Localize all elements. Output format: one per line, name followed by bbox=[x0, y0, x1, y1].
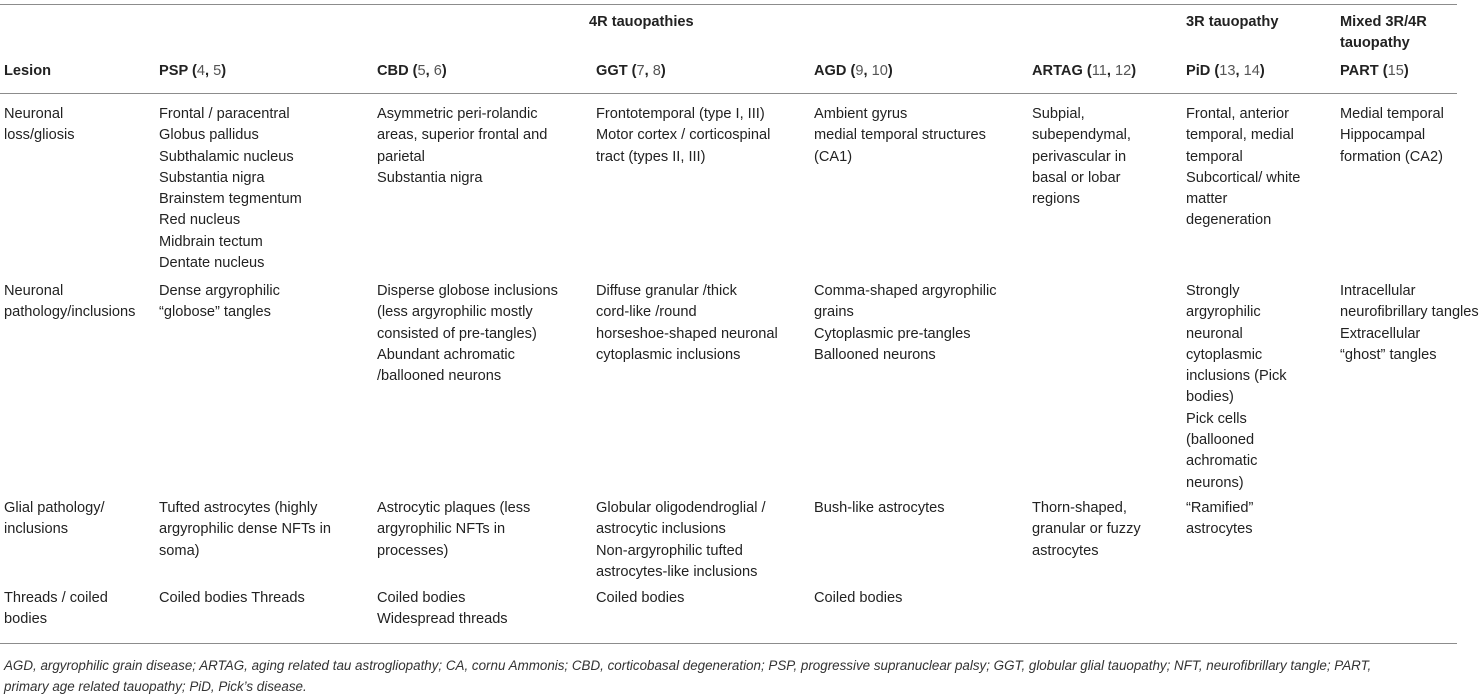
cell-line: inclusions (Pick bbox=[1186, 368, 1287, 385]
cell-line: basal or lobar bbox=[1032, 169, 1121, 186]
table-cell-artag bbox=[1032, 498, 1141, 562]
cell-line: Abundant achromatic bbox=[377, 346, 515, 363]
column-label: GGT bbox=[596, 63, 628, 79]
column-header-pid: PiD (13, 14) bbox=[1186, 63, 1265, 79]
cell-line: Hippocampal bbox=[1340, 127, 1426, 144]
cell-line: Medial temporal bbox=[1340, 106, 1444, 122]
cell-line: bodies bbox=[4, 611, 48, 628]
table-cell-cbd bbox=[377, 588, 508, 631]
table-cell-pid bbox=[1186, 281, 1287, 494]
cell-line: Dentate nucleus bbox=[159, 255, 265, 272]
cell-line: Bush-like astrocytes bbox=[814, 500, 945, 516]
header-rule bbox=[0, 93, 1457, 94]
cell-line: Subpial, bbox=[1032, 106, 1085, 122]
table-cell-pid bbox=[1186, 498, 1253, 541]
cell-line: Astrocytic plaques (less bbox=[377, 500, 531, 516]
cell-line: degeneration bbox=[1186, 212, 1272, 229]
table-cell-psp bbox=[159, 588, 305, 609]
cell-line: Coiled bodies bbox=[596, 590, 685, 606]
table-cell-lesion bbox=[4, 588, 108, 631]
table-cell-ggt bbox=[596, 498, 766, 583]
table-cell-part bbox=[1340, 104, 1444, 168]
ref-link[interactable]: 7 bbox=[636, 63, 645, 79]
cell-line: temporal, medial bbox=[1186, 127, 1294, 144]
cell-line: Subthalamic nucleus bbox=[159, 148, 294, 165]
cell-line: (ballooned bbox=[1186, 432, 1255, 449]
cell-line: Neuronal bbox=[4, 106, 64, 122]
cell-line: argyrophilic NFTs in bbox=[377, 521, 506, 538]
cell-line: loss/gliosis bbox=[4, 127, 75, 144]
footnote-line: AGD, argyrophilic grain disease; ARTAG, aging related tau astrogliopathy; CA, cornu Ammonis; CBD, corticobasal degeneration; PSP, progressive supranuclear palsy; GGT, globular glial tauopathy; NFT, neurofibrillary tangle; PART, bbox=[4, 658, 1372, 673]
group-header-mixed bbox=[1340, 12, 1427, 55]
cell-line: areas, superior frontal and bbox=[377, 127, 548, 144]
column-label: ARTAG bbox=[1032, 63, 1083, 79]
ref-link[interactable]: 11 bbox=[1091, 63, 1107, 79]
cell-line: Thorn-shaped, bbox=[1032, 500, 1127, 516]
cell-line: Motor cortex / corticospinal bbox=[596, 127, 771, 144]
cell-line: neurofibrillary tangles bbox=[1340, 304, 1479, 321]
table-cell-psp bbox=[159, 104, 302, 274]
cell-line: achromatic bbox=[1186, 453, 1258, 470]
cell-line: Frontal / paracentral bbox=[159, 106, 290, 122]
table-cell-agd bbox=[814, 104, 986, 168]
cell-line: Red nucleus bbox=[159, 212, 241, 229]
cell-line: cytoplasmic inclusions bbox=[596, 346, 741, 363]
cell-line: Cytoplasmic pre-tangles bbox=[814, 325, 971, 342]
table-cell-ggt bbox=[596, 588, 684, 609]
table-footnote bbox=[4, 656, 1464, 697]
group-header-mixed-line: tauopathy bbox=[1340, 35, 1410, 52]
cell-line: regions bbox=[1032, 191, 1080, 208]
cell-line: “ghost” tangles bbox=[1340, 346, 1437, 363]
column-header-psp: PSP (4, 5) bbox=[159, 63, 227, 79]
table-cell-part bbox=[1340, 281, 1479, 366]
ref-link[interactable]: 8 bbox=[652, 63, 661, 79]
table-cell-cbd bbox=[377, 104, 547, 189]
column-label: AGD bbox=[814, 63, 847, 79]
cell-line: neuronal bbox=[1186, 325, 1243, 342]
ref-link[interactable]: 14 bbox=[1243, 63, 1260, 79]
cell-line: Brainstem tegmentum bbox=[159, 191, 302, 208]
column-label: PSP bbox=[159, 63, 188, 79]
cell-line: granular or fuzzy bbox=[1032, 521, 1141, 538]
cell-line: Coiled bodies bbox=[814, 590, 903, 606]
table-cell-lesion bbox=[4, 498, 105, 541]
cell-line: pathology/inclusions bbox=[4, 304, 136, 321]
cell-line: argyrophilic dense NFTs in bbox=[159, 521, 331, 538]
cell-line: Non-argyrophilic tufted bbox=[596, 542, 743, 559]
bottom-rule bbox=[0, 643, 1457, 644]
table-cell-lesion bbox=[4, 104, 75, 147]
top-rule bbox=[0, 4, 1457, 5]
cell-line: Widespread threads bbox=[377, 611, 508, 628]
cell-line: temporal bbox=[1186, 148, 1243, 165]
group-header-mixed-line: Mixed 3R/4R bbox=[1340, 14, 1427, 30]
cell-line: Strongly bbox=[1186, 283, 1240, 299]
cell-line: Dense argyrophilic bbox=[159, 283, 280, 299]
cell-line: Glial pathology/ bbox=[4, 500, 105, 516]
cell-line: Globus pallidus bbox=[159, 127, 259, 144]
cell-line: Ambient gyrus bbox=[814, 106, 908, 122]
footnote-line: primary age related tauopathy; PiD, Pick’s disease. bbox=[4, 678, 307, 694]
table-cell-lesion bbox=[4, 281, 135, 324]
table-cell-ggt bbox=[596, 104, 770, 168]
column-label: PART bbox=[1340, 63, 1379, 79]
cell-line: Coiled bodies Threads bbox=[159, 590, 305, 606]
cell-line: astrocytes bbox=[1032, 542, 1099, 559]
cell-line: parietal bbox=[377, 148, 425, 165]
group-header-3r: 3R tauopathy bbox=[1186, 14, 1279, 30]
table-cell-ggt bbox=[596, 281, 778, 366]
cell-line: subependymal, bbox=[1032, 127, 1131, 144]
cell-line: Globular oligodendroglial / bbox=[596, 500, 766, 516]
table-cell-agd bbox=[814, 498, 945, 519]
cell-line: Comma-shaped argyrophilic bbox=[814, 283, 997, 299]
cell-line: “globose” tangles bbox=[159, 304, 271, 321]
cell-line: neurons) bbox=[1186, 474, 1244, 491]
cell-line: consisted of pre-tangles) bbox=[377, 325, 537, 342]
table-cell-cbd bbox=[377, 498, 530, 562]
table-cell-psp bbox=[159, 498, 331, 562]
cell-line: cord-like /round bbox=[596, 304, 697, 321]
cell-line: Substantia nigra bbox=[377, 169, 483, 186]
cell-line: soma) bbox=[159, 542, 200, 559]
cell-line: Midbrain tectum bbox=[159, 233, 263, 250]
cell-line: perivascular in bbox=[1032, 148, 1127, 165]
table-cell-cbd bbox=[377, 281, 558, 387]
ref-link[interactable]: 12 bbox=[1115, 63, 1132, 79]
column-header-agd: AGD (9, 10) bbox=[814, 63, 893, 79]
cell-line: cytoplasmic bbox=[1186, 346, 1263, 363]
cell-line: argyrophilic bbox=[1186, 304, 1261, 321]
cell-line: horseshoe-shaped neuronal bbox=[596, 325, 778, 342]
ref-link[interactable]: 10 bbox=[871, 63, 888, 79]
cell-line: Intracellular bbox=[1340, 283, 1416, 299]
cell-line: Extracellular bbox=[1340, 325, 1421, 342]
cell-line: (CA1) bbox=[814, 148, 853, 165]
column-header-cbd: CBD (5, 6) bbox=[377, 63, 447, 79]
cell-line: Ballooned neurons bbox=[814, 346, 936, 363]
cell-line: Disperse globose inclusions bbox=[377, 283, 558, 299]
table-cell-psp bbox=[159, 281, 280, 324]
column-header-ggt: GGT (7, 8) bbox=[596, 63, 666, 79]
cell-line: processes) bbox=[377, 542, 449, 559]
ref-link[interactable]: 9 bbox=[855, 63, 864, 79]
cell-line: Coiled bodies bbox=[377, 590, 466, 606]
column-header-part: PART (15) bbox=[1340, 63, 1409, 79]
cell-line: astrocytes-like inclusions bbox=[596, 563, 758, 580]
cell-line: medial temporal structures bbox=[814, 127, 986, 144]
cell-line: Neuronal bbox=[4, 283, 64, 299]
cell-line: astrocytic inclusions bbox=[596, 521, 726, 538]
column-header-artag: ARTAG (11, 12) bbox=[1032, 63, 1137, 79]
ref-link[interactable]: 5 bbox=[213, 63, 222, 79]
cell-line: Threads / coiled bbox=[4, 590, 108, 606]
cell-line: astrocytes bbox=[1186, 521, 1253, 538]
ref-link[interactable]: 5 bbox=[417, 63, 426, 79]
table-cell-pid bbox=[1186, 104, 1300, 232]
cell-line: Frontotemporal (type I, III) bbox=[596, 106, 765, 122]
ref-link[interactable]: 4 bbox=[196, 63, 205, 79]
column-label: CBD bbox=[377, 63, 409, 79]
cell-line: bodies) bbox=[1186, 389, 1234, 406]
cell-line: (less argyrophilic mostly bbox=[377, 304, 533, 321]
cell-line: Pick cells bbox=[1186, 410, 1247, 427]
ref-link[interactable]: 15 bbox=[1387, 63, 1404, 79]
cell-line: grains bbox=[814, 304, 854, 321]
table-cell-agd bbox=[814, 588, 902, 609]
group-header-4r: 4R tauopathies bbox=[589, 14, 694, 30]
cell-line: matter bbox=[1186, 191, 1228, 208]
cell-line: Frontal, anterior bbox=[1186, 106, 1290, 122]
cell-line: formation (CA2) bbox=[1340, 148, 1443, 165]
cell-line: inclusions bbox=[4, 521, 69, 538]
cell-line: Substantia nigra bbox=[159, 169, 265, 186]
column-label: PiD bbox=[1186, 63, 1211, 79]
ref-link[interactable]: 6 bbox=[433, 63, 442, 79]
ref-link[interactable]: 13 bbox=[1219, 63, 1236, 79]
cell-line: Subcortical/ white bbox=[1186, 169, 1301, 186]
table-cell-artag bbox=[1032, 104, 1131, 210]
cell-line: Tufted astrocytes (highly bbox=[159, 500, 318, 516]
column-header-lesion: Lesion bbox=[4, 63, 52, 79]
cell-line: /ballooned neurons bbox=[377, 368, 502, 385]
cell-line: “Ramified” bbox=[1186, 500, 1254, 516]
cell-line: tract (types II, III) bbox=[596, 148, 706, 165]
cell-line: Asymmetric peri-rolandic bbox=[377, 106, 538, 122]
cell-line: Diffuse granular /thick bbox=[596, 283, 737, 299]
table-cell-agd bbox=[814, 281, 997, 366]
